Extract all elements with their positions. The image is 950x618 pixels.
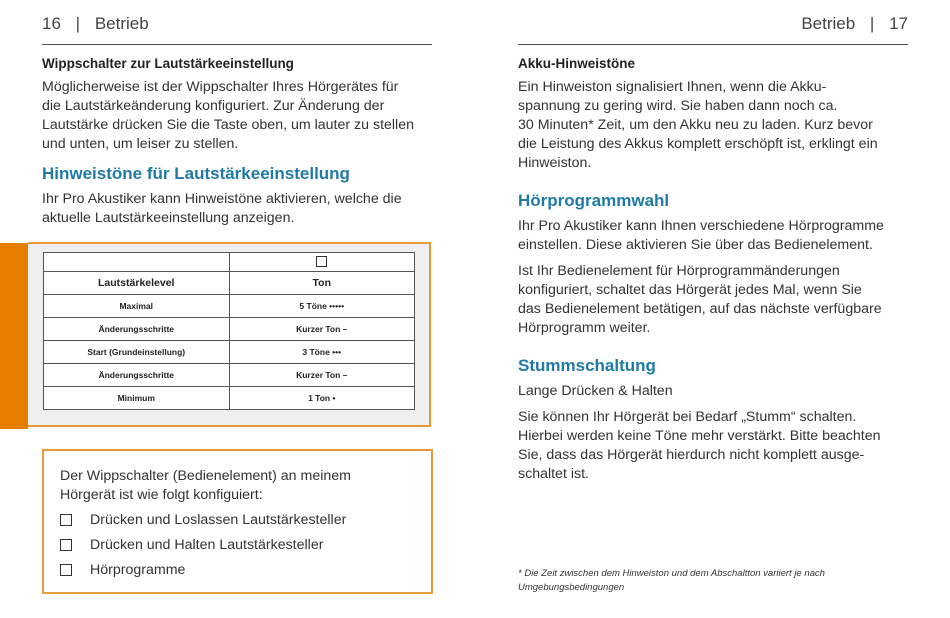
rocker-line: und unten, um leiser zu stellen.: [42, 136, 239, 152]
mute-paragraph-2: [518, 408, 918, 484]
footnote: [518, 567, 918, 595]
button-symbol-icon: [316, 256, 327, 267]
mute-line: Sie, dass das Hörgerät hierdurch nicht komplett ausge-: [518, 447, 865, 463]
tones-paragraph: [42, 190, 442, 228]
mute-line: schaltet ist.: [518, 466, 589, 482]
table-row: [44, 318, 415, 341]
battery-line: 30 Minuten* Zeit, um den Akku neu zu laden. Kurz bevor: [518, 117, 873, 133]
footnote-line: * Die Zeit zwischen dem Hinweiston und dem Abschaltton variiert je nach: [518, 568, 825, 579]
table-cell-tone: 3 Töne •••: [229, 341, 415, 364]
battery-line: spannung zu gering wird. Sie haben dann noch ca.: [518, 98, 838, 114]
right-page-header: [801, 14, 908, 34]
rocker-line: die Lautstärkeänderung konfiguriert. Zur Änderung der: [42, 98, 385, 114]
rocker-heading: Wippschalter zur Lautstärkeeinstellung: [42, 56, 294, 71]
volume-table: [43, 252, 415, 410]
battery-line: Hinweiston.: [518, 155, 592, 171]
table-icon-cell-empty: [44, 253, 230, 272]
mute-line: Hierbei werden keine Töne mehr verstärkt. Bitte beachten: [518, 428, 881, 444]
right-section-title: Betrieb: [801, 14, 856, 33]
checkbox-icon[interactable]: [60, 514, 72, 526]
table-cell-tone: 5 Töne •••••: [229, 295, 415, 318]
config-option[interactable]: [60, 536, 323, 555]
mute-line: Sie können Ihr Hörgerät bei Bedarf „Stumm“ schalten.: [518, 409, 857, 425]
program-heading: Hörprogrammwahl: [518, 191, 670, 210]
table-row: [44, 295, 415, 318]
table-row: [44, 387, 415, 410]
table-cell-tone: Kurzer Ton –: [229, 364, 415, 387]
battery-heading: Akku-Hinweistöne: [518, 56, 636, 71]
config-option-label: Hörprogramme: [90, 562, 186, 578]
table-row: [44, 341, 415, 364]
checkbox-icon[interactable]: [60, 539, 72, 551]
table-cell-tone: 1 Ton •: [229, 387, 415, 410]
battery-line: die Leistung des Akkus komplett erschöpft ist, erklingt ein: [518, 136, 878, 152]
checkbox-icon[interactable]: [60, 564, 72, 576]
config-option-label: Drücken und Loslassen Lautstärkesteller: [90, 512, 347, 528]
program-line: Ihr Pro Akustiker kann Ihnen verschiedene Hörprogramme: [518, 218, 884, 234]
table-cell-level: Änderungsschritte: [44, 318, 230, 341]
footnote-line: Umgebungsbedingungen: [518, 582, 625, 593]
program-line: einstellen. Diese aktivieren Sie über das Bedienelement.: [518, 237, 873, 253]
program-paragraph-1: [518, 217, 918, 255]
left-header-separator: |: [75, 14, 81, 33]
mute-paragraph-1: Lange Drücken & Halten: [518, 383, 673, 399]
program-line: Ist Ihr Bedienelement für Hörprogrammänderungen: [518, 263, 840, 279]
mute-heading: Stummschaltung: [518, 356, 656, 375]
config-box: [42, 449, 433, 594]
tones-line: Ihr Pro Akustiker kann Hinweistöne aktivieren, welche die: [42, 191, 402, 207]
config-option-label: Drücken und Halten Lautstärkesteller: [90, 537, 324, 553]
config-intro-line: Hörgerät ist wie folgt konfiguiert:: [60, 487, 263, 503]
table-header-tone: Ton: [229, 272, 415, 295]
rocker-line: Möglicherweise ist der Wippschalter Ihres Hörgerätes für: [42, 79, 399, 95]
table-cell-level: Maximal: [44, 295, 230, 318]
table-header-level: Lautstärkelevel: [44, 272, 230, 295]
table-cell-tone: Kurzer Ton –: [229, 318, 415, 341]
left-page-header: [42, 14, 149, 34]
tones-line: aktuelle Lautstärkeeinstellung anzeigen.: [42, 210, 295, 226]
rocker-line: Lautstärke drücken Sie die Taste oben, um lauter zu stellen: [42, 117, 414, 133]
table-icon-cell: [229, 253, 415, 272]
table-cell-level: Änderungsschritte: [44, 364, 230, 387]
rocker-paragraph: [42, 78, 442, 154]
left-section-title: Betrieb: [94, 14, 149, 33]
orange-side-tab: [0, 243, 28, 429]
table-cell-level: Start (Grundeinstellung): [44, 341, 230, 364]
left-page-number: 16: [42, 14, 61, 33]
config-intro: [60, 467, 351, 505]
left-header-rule: [42, 44, 432, 45]
program-line: das Bedienelement betätigen, auf das nächste verfügbare: [518, 301, 882, 317]
right-header-rule: [518, 44, 908, 45]
program-paragraph-2: [518, 262, 918, 338]
program-line: konfiguriert, schaltet das Hörgerät jedes Mal, wenn Sie: [518, 282, 862, 298]
config-option[interactable]: [60, 511, 346, 530]
table-row: [44, 364, 415, 387]
program-line: Hörprogramm weiter.: [518, 320, 651, 336]
battery-paragraph: [518, 78, 918, 173]
battery-line: Ein Hinweiston signalisiert Ihnen, wenn die Akku-: [518, 79, 827, 95]
right-header-separator: |: [869, 14, 875, 33]
right-page-number: 17: [889, 14, 908, 33]
table-cell-level: Minimum: [44, 387, 230, 410]
config-intro-line: Der Wippschalter (Bedienelement) an meinem: [60, 468, 351, 484]
tones-heading: Hinweistöne für Lautstärkeeinstellung: [42, 164, 350, 183]
config-option[interactable]: [60, 561, 185, 580]
